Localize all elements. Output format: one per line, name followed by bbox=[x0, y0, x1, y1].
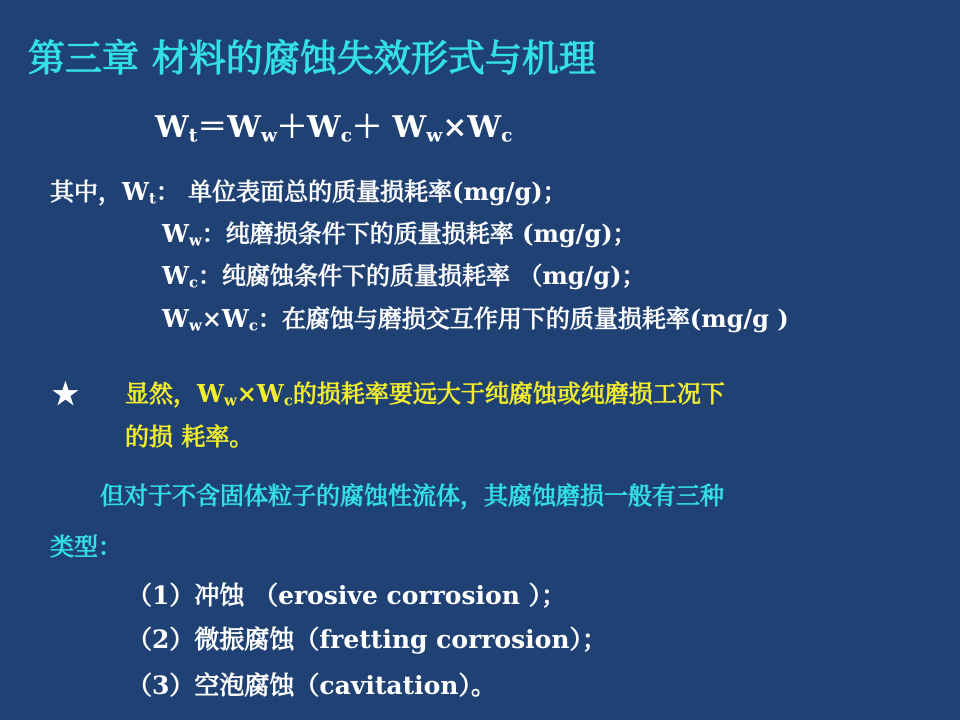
formula-subscript: c bbox=[340, 125, 353, 147]
note-line-1 bbox=[125, 379, 725, 410]
list-item: （3）空泡腐蚀（cavitation）。 bbox=[127, 671, 496, 700]
note-text: 的损耗率要远大于纯腐蚀或纯磨损工况下 bbox=[292, 379, 725, 408]
definition-wt bbox=[50, 177, 567, 208]
formula-subscript: w bbox=[261, 125, 278, 147]
slide-title: 第三章 材料的腐蚀失效形式与机理 bbox=[28, 36, 596, 80]
definition-symbol: W bbox=[122, 177, 149, 206]
definition-subscript: c bbox=[188, 273, 199, 292]
formula-subscript: w bbox=[426, 125, 443, 147]
definition-symbol: W bbox=[221, 304, 249, 333]
note-line-2: 的损 耗率。 bbox=[125, 422, 254, 451]
definition-lead: 其中， bbox=[50, 177, 122, 206]
note-operator: × bbox=[236, 379, 257, 408]
formula-subscript: t bbox=[188, 125, 198, 147]
formula-operator: ＋ bbox=[352, 110, 393, 145]
definition-ww bbox=[162, 219, 637, 250]
definition-text: ：纯腐蚀条件下的质量损耗率 （mg/g)； bbox=[198, 261, 646, 290]
formula-symbol: W bbox=[392, 110, 427, 145]
definition-interaction bbox=[162, 304, 789, 335]
paragraph-line-2: 类型： bbox=[50, 532, 122, 561]
definition-symbol: W bbox=[162, 304, 189, 333]
definition-text: ： 单位表面总的质量损耗率(mg/g)； bbox=[155, 177, 567, 206]
note-prefix: 显然， bbox=[125, 379, 197, 408]
note-symbol: W bbox=[256, 379, 284, 408]
formula-subscript: c bbox=[501, 125, 513, 147]
definition-subscript: w bbox=[188, 231, 202, 250]
formula-symbol: W bbox=[155, 110, 189, 145]
wear-rate-formula bbox=[155, 110, 513, 147]
note-subscript: c bbox=[283, 391, 293, 410]
formula-operator: × bbox=[442, 110, 468, 145]
definition-operator: × bbox=[201, 304, 222, 333]
star-icon: ★ bbox=[52, 377, 79, 412]
definition-subscript: t bbox=[148, 189, 156, 208]
formula-symbol: W bbox=[467, 110, 502, 145]
note-subscript: w bbox=[223, 391, 237, 410]
list-item: （2）微振腐蚀（fretting corrosion）； bbox=[127, 625, 608, 654]
definition-subscript: c bbox=[248, 316, 258, 335]
formula-symbol: W bbox=[307, 110, 341, 145]
note-symbol: W bbox=[197, 379, 224, 408]
definition-text: ：纯磨损条件下的质量损耗率 (mg/g)； bbox=[201, 219, 637, 248]
formula-operator: ＋ bbox=[277, 110, 308, 145]
formula-operator: ＝ bbox=[197, 110, 228, 145]
formula-symbol: W bbox=[227, 110, 261, 145]
definition-symbol: W bbox=[162, 261, 189, 290]
definition-symbol: W bbox=[162, 219, 189, 248]
list-item: （1）冲蚀 （erosive corrosion ）； bbox=[127, 581, 567, 610]
paragraph-line-1: 但对于不含固体粒子的腐蚀性流体，其腐蚀磨损一般有三种 bbox=[100, 481, 724, 510]
definition-wc bbox=[162, 261, 646, 292]
definition-subscript: w bbox=[188, 316, 202, 335]
definition-text: ：在腐蚀与磨损交互作用下的质量损耗率(mg/g ) bbox=[257, 304, 789, 333]
